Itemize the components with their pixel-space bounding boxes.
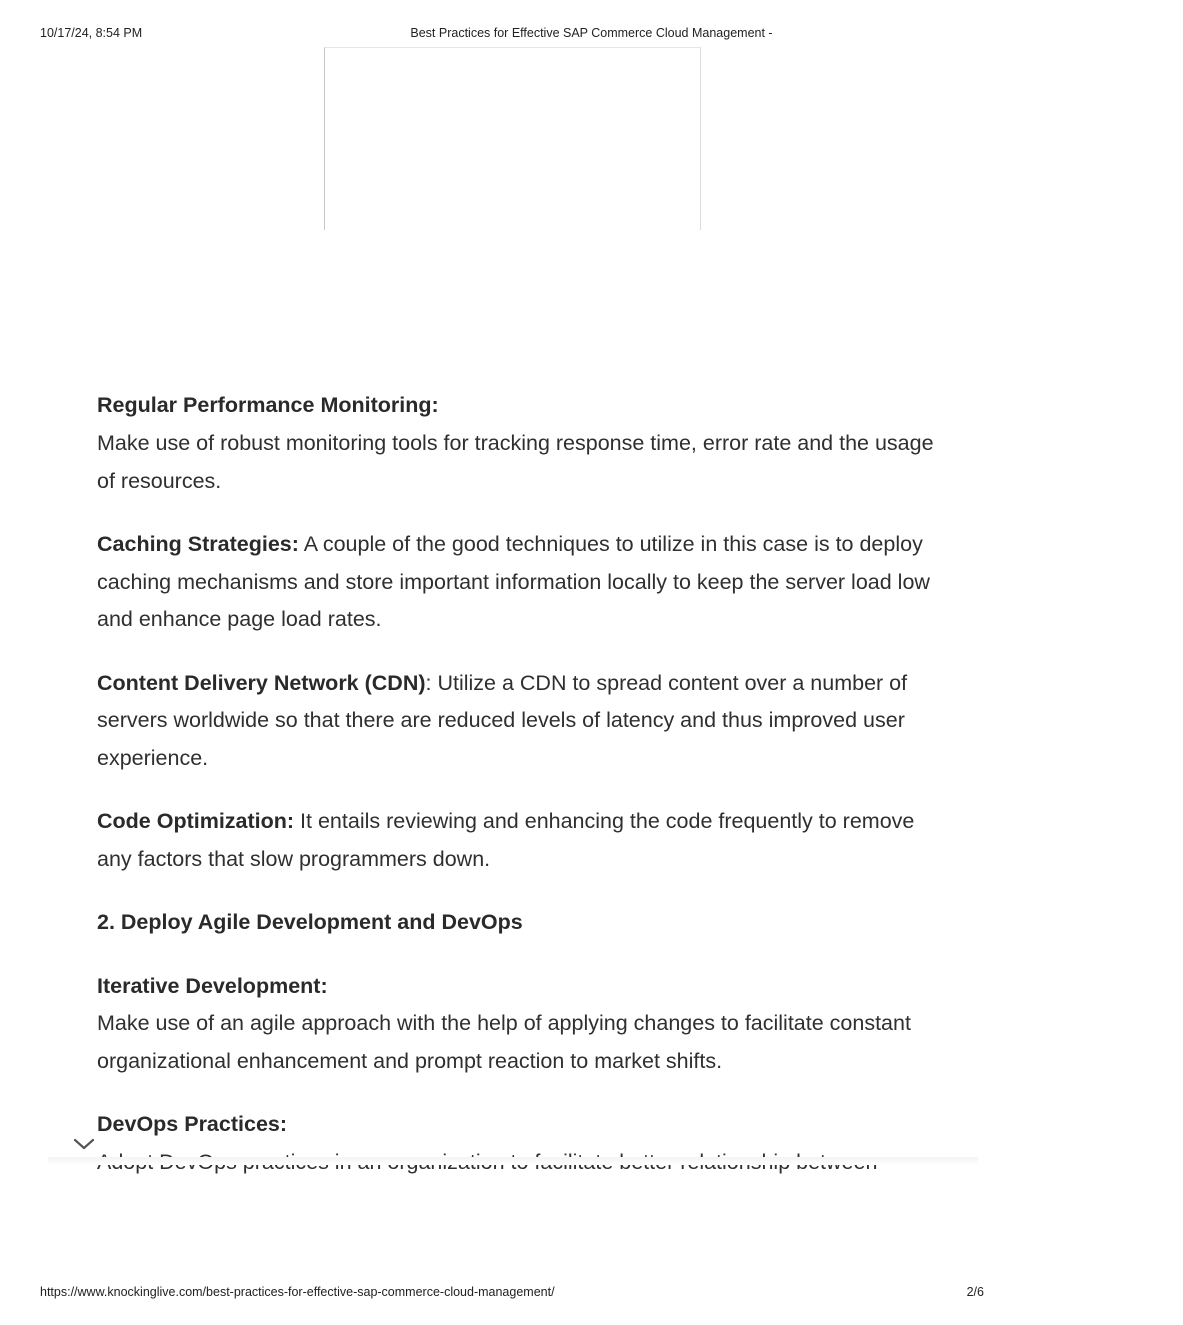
section-heading: Content Delivery Network (CDN) [97, 670, 426, 695]
section-code-optimization [97, 803, 937, 879]
content-fade-bar [48, 1157, 978, 1165]
print-date: 10/17/24, 8:54 PM [40, 26, 143, 40]
section-devops-practices [97, 1106, 937, 1182]
section-iterative-development [97, 968, 937, 1081]
embedded-frame [324, 47, 701, 230]
section-performance-monitoring [97, 387, 937, 500]
section-text: Make use of an agile approach with the help of applying changes to facilitate constant organizational enhancement and prompt reaction to market shifts. [97, 1011, 911, 1074]
section-agile-devops-heading [97, 904, 937, 942]
print-url: https://www.knockinglive.com/best-practices-for-effective-sap-commerce-cloud-management/ [40, 1285, 555, 1299]
section-heading: DevOps Practices: [97, 1112, 288, 1137]
section-text: A couple of the good techniques to utilize in this case is to deploy caching mechanisms and store important information locally to keep the server load low and enhance page load rates. [97, 531, 930, 632]
print-page-title: Best Practices for Effective SAP Commerce Cloud Management - [410, 26, 773, 40]
section-cdn [97, 665, 937, 778]
section-heading: Caching Strategies: [97, 531, 299, 556]
print-page-number: 2/6 [966, 1285, 984, 1299]
section-text: It entails reviewing and enhancing the code frequently to remove any factors that slow programmers down. [97, 809, 915, 872]
section-text: : Utilize a CDN to spread content over a number of servers worldwide so that there are reduced levels of latency and thus improved user experience. [97, 670, 908, 771]
section-heading: Regular Performance Monitoring: [97, 393, 439, 417]
section-heading: Iterative Development: [97, 973, 328, 998]
section-heading: Code Optimization: [97, 809, 295, 834]
section-caching-strategies [97, 526, 937, 639]
section-heading: 2. Deploy Agile Development and DevOps [97, 910, 523, 935]
section-text: Make use of robust monitoring tools for tracking response time, error rate and the usage of resources. [97, 430, 934, 493]
chevron-down-icon[interactable] [72, 1134, 96, 1154]
article-body [97, 387, 937, 1159]
